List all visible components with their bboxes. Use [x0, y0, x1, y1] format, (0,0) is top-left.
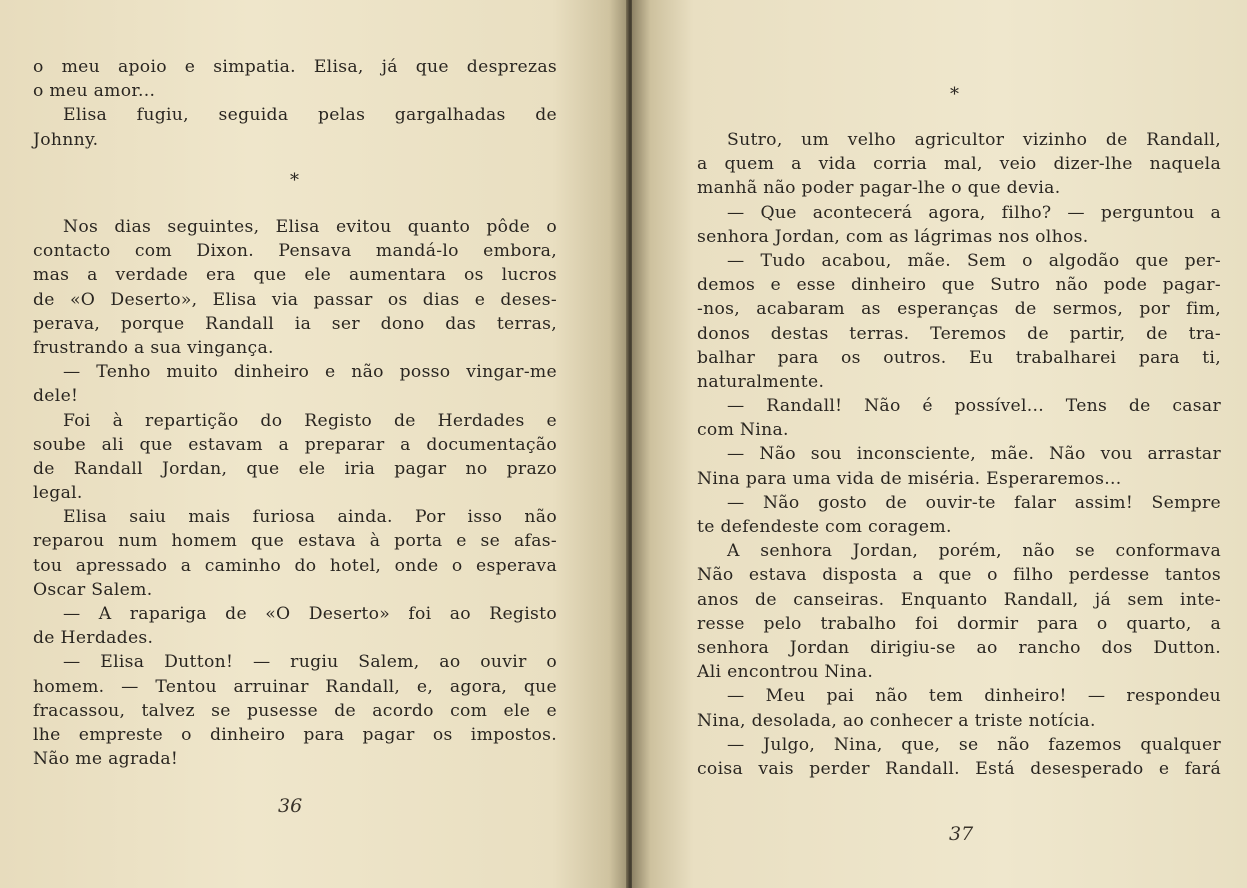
text-line: de Herdades.	[33, 628, 154, 649]
text-line: de «O Deserto», Elisa via passar os dias e deses-	[33, 289, 557, 310]
text-line: Foi à repartição do Registo de Herdades e	[63, 410, 557, 431]
right-page	[632, 0, 1247, 888]
text-line: homem. — Tentou arruinar Randall, e, agora, que	[33, 676, 557, 697]
section-separator: *	[950, 84, 959, 105]
text-line: Elisa saiu mais furiosa ainda. Por isso não	[63, 507, 557, 528]
text-line: fracassou, talvez se pusesse de acordo com ele e	[33, 700, 557, 721]
text-line: balhar para os outros. Eu trabalharei para ti,	[697, 347, 1221, 368]
right-page-body	[697, 128, 1221, 781]
text-line: — Que acontecerá agora, filho? — perguntou a	[727, 202, 1221, 223]
text-line: Oscar Salem.	[33, 579, 153, 600]
text-line: Nos dias seguintes, Elisa evitou quanto pôde o	[63, 217, 557, 237]
text-line: manhã não poder pagar-lhe o que devia.	[697, 178, 1061, 199]
text-line: coisa vais perder Randall. Está desesperado e fará	[697, 758, 1221, 779]
text-line: perava, porque Randall ia ser dono das terras,	[33, 313, 557, 334]
text-line: — Tudo acabou, mãe. Sem o algodão que per-	[727, 250, 1221, 271]
text-line: resse pelo trabalho foi dormir para o quarto, a	[697, 613, 1221, 634]
text-line: — Não gosto de ouvir-te falar assim! Sempre	[727, 492, 1221, 513]
page-number: 36	[278, 795, 303, 817]
text-line: Sutro, um velho agricultor vizinho de Randall,	[727, 130, 1221, 150]
text-line: legal.	[33, 483, 83, 504]
text-line: dele!	[33, 386, 79, 407]
text-line: naturalmente.	[697, 371, 825, 392]
text-line: A senhora Jordan, porém, não se conformava	[727, 541, 1221, 562]
left-page-text	[33, 55, 557, 152]
text-line: Ali encontrou Nina.	[697, 662, 874, 683]
text-line: soube ali que estavam a preparar a documentação	[33, 434, 557, 455]
text-line: tou apressado a caminho do hotel, onde o esperava	[33, 555, 557, 576]
text-line: lhe empreste o dinheiro para pagar os impostos.	[33, 724, 557, 745]
text-line: Não estava disposta a que o filho perdesse tantos	[697, 565, 1221, 586]
text-line: contacto com Dixon. Pensava mandá-lo embora,	[33, 241, 557, 262]
page-number: 37	[949, 823, 974, 845]
text-line: anos de canseiras. Enquanto Randall, já sem inte-	[697, 589, 1221, 610]
text-line: — Não sou inconsciente, mãe. Não vou arrastar	[727, 444, 1221, 465]
text-line: com Nina.	[697, 420, 789, 441]
text-line: Elisa fugiu, seguida pelas gargalhadas de	[63, 105, 557, 126]
text-line: de Randall Jordan, que ele iria pagar no prazo	[33, 458, 557, 479]
text-line: a quem a vida corria mal, veio dizer-lhe naquela	[697, 154, 1221, 175]
text-line: Nina, desolada, ao conhecer a triste notícia.	[697, 710, 1096, 731]
text-line: -nos, acabaram as esperanças de sermos, por fim,	[697, 299, 1221, 320]
text-line: senhora Jordan, com as lágrimas nos olhos.	[697, 226, 1089, 247]
text-line: Johnny.	[33, 129, 99, 150]
text-line: — Elisa Dutton! — rugiu Salem, ao ouvir o	[63, 652, 557, 673]
text-line: mas a verdade era que ele aumentara os lucros	[33, 265, 557, 286]
text-line: senhora Jordan dirigiu-se ao rancho dos Dutton.	[697, 637, 1221, 658]
text-line: — Meu pai não tem dinheiro! — respondeu	[727, 686, 1221, 707]
text-line: o meu apoio e simpatia. Elisa, já que desprezas	[33, 57, 557, 77]
text-line: donos destas terras. Teremos de partir, de tra-	[697, 323, 1221, 344]
left-page-body	[33, 215, 557, 771]
text-line: Nina para uma vida de miséria. Esperaremos...	[697, 468, 1122, 489]
text-line: o meu amor...	[33, 81, 156, 102]
text-line: — A rapariga de «O Deserto» foi ao Registo	[63, 604, 557, 624]
text-line: te defendeste com coragem.	[697, 517, 952, 537]
text-line: demos e esse dinheiro que Sutro não pode pagar-	[697, 275, 1221, 296]
text-line: reparou num homem que estava à porta e se afas-	[33, 531, 557, 552]
text-line: — Julgo, Nina, que, se não fazemos qualquer	[727, 734, 1221, 755]
text-line: frustrando a sua vingança.	[33, 337, 274, 358]
text-line: — Randall! Não é possível... Tens de casar	[727, 396, 1221, 417]
section-separator: *	[290, 170, 299, 191]
text-line: Não me agrada!	[33, 749, 179, 770]
text-line: — Tenho muito dinheiro e não posso vingar-me	[63, 362, 557, 383]
